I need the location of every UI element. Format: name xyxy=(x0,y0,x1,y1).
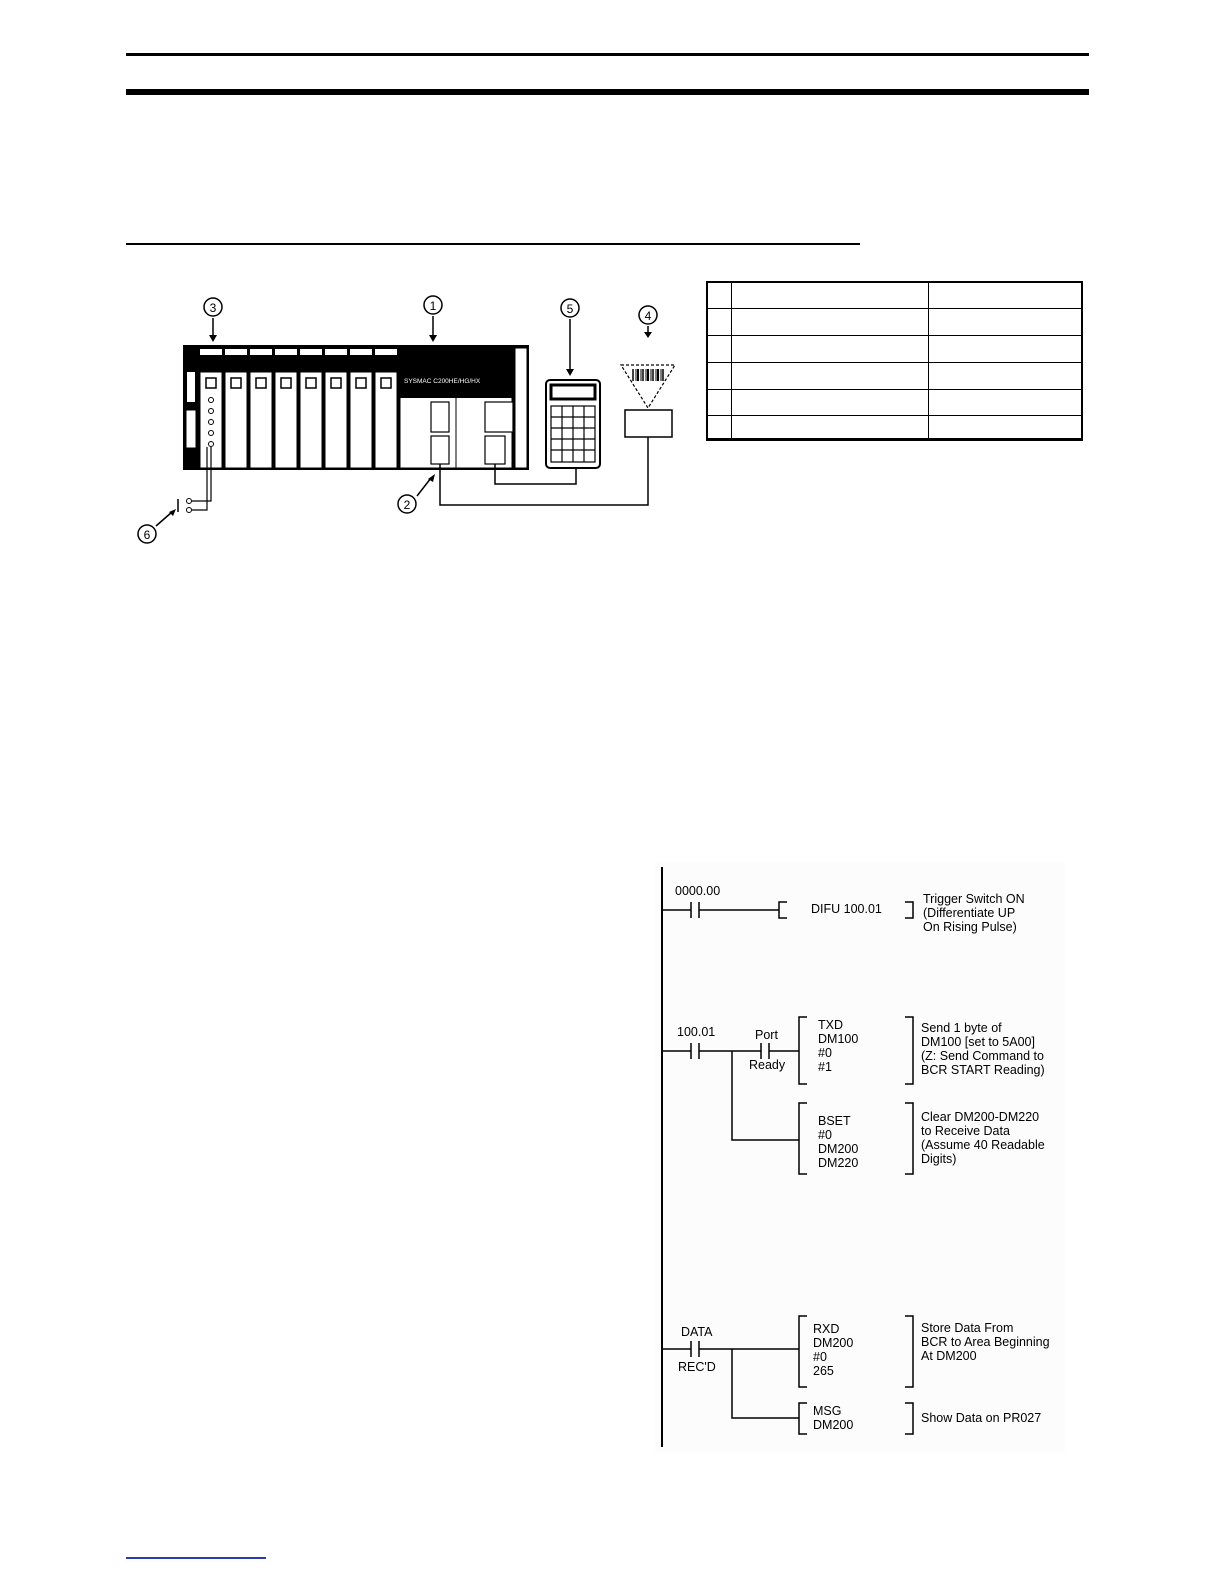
rung2-contact-label: 100.01 xyxy=(677,1025,716,1039)
rung2-comment-4: BCR START Reading) xyxy=(921,1063,1045,1077)
callout-3 xyxy=(204,298,222,342)
table-row xyxy=(708,362,1081,363)
rung2b-comment-3: (Assume 40 Readable xyxy=(921,1138,1045,1152)
rung2b-comment-2: to Receive Data xyxy=(921,1124,1010,1138)
rung2b-instr-3: DM200 xyxy=(818,1142,859,1156)
ladder-diagram xyxy=(655,862,1065,1452)
rung2b-comment-1: Clear DM200-DM220 xyxy=(921,1110,1040,1124)
callout-4 xyxy=(639,306,657,338)
rung3-instr-3: #0 xyxy=(813,1350,827,1364)
table-row xyxy=(708,308,1081,309)
bar-code-reader xyxy=(621,365,675,437)
table-row xyxy=(708,415,1081,416)
table-row xyxy=(708,335,1081,336)
table-column-divider xyxy=(731,283,732,438)
rung3-comment-3: At DM200 xyxy=(921,1349,977,1363)
rung2-comment-1: Send 1 byte of xyxy=(921,1021,1002,1035)
callout-1-label: 1 xyxy=(429,299,437,313)
rung3-comment-1: Store Data From xyxy=(921,1321,1014,1335)
table-column-divider xyxy=(928,283,929,438)
table-row xyxy=(708,389,1081,390)
rung3b-comment-1: Show Data on PR027 xyxy=(921,1411,1042,1425)
rung3b-instr-1: MSG xyxy=(813,1404,842,1418)
rung2b-instr-1: BSET xyxy=(818,1114,851,1128)
callout-4-label: 4 xyxy=(644,309,652,323)
programming-console xyxy=(546,380,600,468)
rung2-instr-3: #0 xyxy=(818,1046,832,1060)
callout-5 xyxy=(561,299,579,376)
section-rule xyxy=(126,243,860,245)
rung1-comment-1: Trigger Switch ON xyxy=(923,892,1025,906)
rung2-comment-2: DM100 [set to 5A00] xyxy=(921,1035,1035,1049)
callout-2-label: 2 xyxy=(403,498,411,512)
parts-table xyxy=(706,281,1083,441)
callout-1 xyxy=(424,296,442,342)
rung3-instr-4: 265 xyxy=(813,1364,834,1378)
rung3-contact-top: DATA xyxy=(681,1325,713,1339)
rung1-comment-2: (Differentiate UP xyxy=(923,906,1016,920)
rung3-comment-2: BCR to Area Beginning xyxy=(921,1335,1050,1349)
rung3-contact-bottom: REC'D xyxy=(678,1360,716,1374)
rung2-contact2-top: Port xyxy=(755,1028,778,1042)
rung2b-instr-2: #0 xyxy=(818,1128,832,1142)
plc-panel-label: SYSMAC C200HE/HG/HX xyxy=(404,378,481,385)
rung2-instr-2: DM100 xyxy=(818,1032,859,1046)
rung3b-instr-2: DM200 xyxy=(813,1418,854,1432)
rung1-comment-3: On Rising Pulse) xyxy=(923,920,1017,934)
footer-link-rule xyxy=(126,1557,266,1559)
rung2b-instr-4: DM220 xyxy=(818,1156,859,1170)
rung2-instr-4: #1 xyxy=(818,1060,832,1074)
header-rule-thick xyxy=(126,89,1089,95)
plc-rack xyxy=(183,345,529,470)
rung2-contact2-bottom: Ready xyxy=(749,1058,786,1072)
rung3-instr-2: DM200 xyxy=(813,1336,854,1350)
rung2-instr-1: TXD xyxy=(818,1018,843,1032)
rung1-contact-label: 0000.00 xyxy=(675,884,721,898)
callout-6-label: 6 xyxy=(143,528,151,542)
callout-3-label: 3 xyxy=(209,301,217,315)
rung1-instruction: DIFU 100.01 xyxy=(811,902,882,916)
rung2-comment-3: (Z: Send Command to xyxy=(921,1049,1044,1063)
header-rule-thin xyxy=(126,53,1089,56)
rung3-instr-1: RXD xyxy=(813,1322,840,1336)
callout-2 xyxy=(398,474,435,513)
system-configuration-figure xyxy=(130,290,690,560)
rung2b-comment-4: Digits) xyxy=(921,1152,957,1166)
callout-5-label: 5 xyxy=(566,302,574,316)
barcode-icon xyxy=(633,369,663,381)
